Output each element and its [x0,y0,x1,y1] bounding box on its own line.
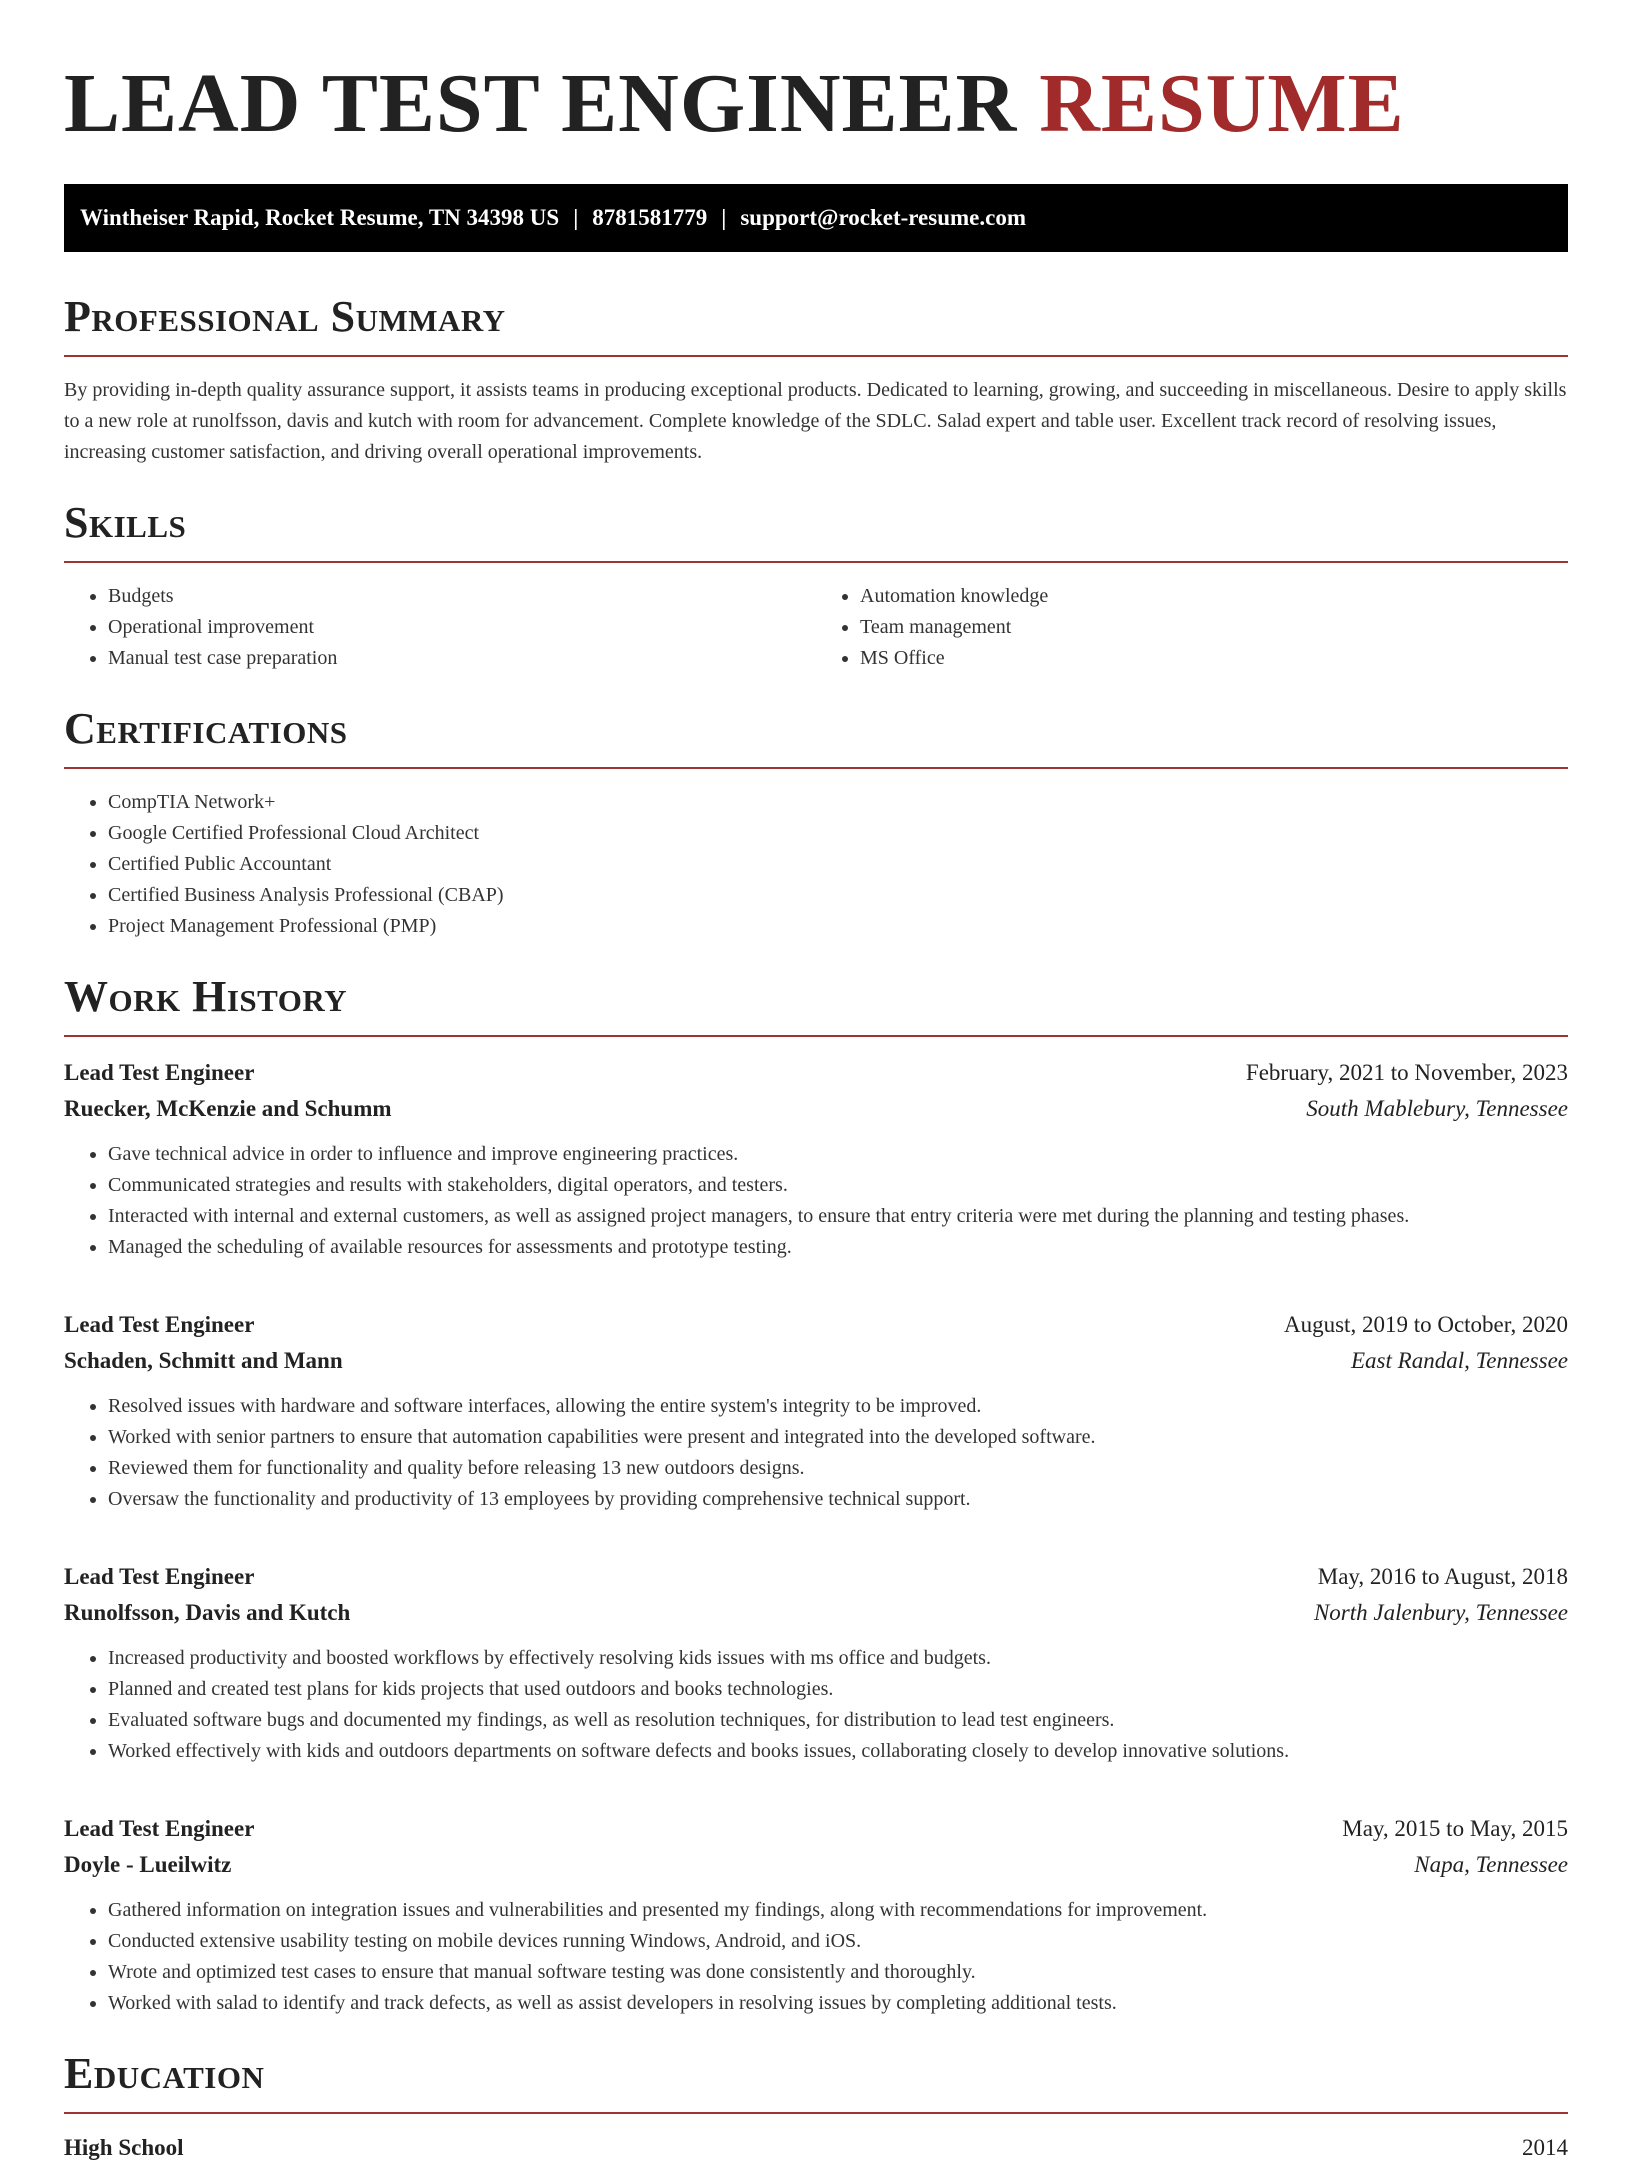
education-degree: High School [64,2135,184,2160]
certifications-list [64,787,1568,942]
contact-separator: | [573,205,579,230]
job-bullet: • Resolved issues with hardware and software interfaces, allowing the entire system's integrity to be improved. [108,1391,1568,1422]
job-bullet: • Worked with salad to identify and track defects, as well as assist developers in resolving issues by completing additional tests. [108,1988,1568,2019]
education-entry [64,2130,1568,2166]
skills-grid [64,581,1568,674]
skill-item: • Budgets [108,581,816,612]
skill-item: • Manual test case preparation [108,643,816,674]
section-divider [64,561,1568,563]
job-header [64,1307,1568,1343]
job-company: Doyle - Lueilwitz [64,1852,232,1877]
work-history-section [64,972,1568,2019]
contact-separator: | [721,205,727,230]
job-bullet: • Gave technical advice in order to influence and improve engineering practices. [108,1139,1568,1170]
summary-text: By providing in-depth quality assurance support, it assists teams in producing exceptional products. Dedicated to learning, growing, and succeeding in miscellaneous. Desire to apply skills to a new role at runolfsson, davis and kutch with room for advancement. Complete knowledge of the SDLC. Salad expert and table user. Excellent track record of resolving issues, increasing customer satisfaction, and driving overall operational improvements. [64,379,1567,463]
job-bullet: • Evaluated software bugs and documented my findings, as well as resolution techniques, for distribution to lead test engineers. [108,1705,1568,1736]
job-bullet: • Planned and created test plans for kids projects that used outdoors and books technologies. [108,1674,1568,1705]
section-divider [64,2112,1568,2114]
certifications-heading: Certifications [64,704,348,753]
contact-bar [64,184,1568,252]
section-divider [64,767,1568,769]
job-bullet: • Reviewed them for functionality and quality before releasing 13 new outdoors designs. [108,1453,1568,1484]
contact-address: Wintheiser Rapid, Rocket Resume, TN 34398 US [80,205,560,230]
job-dates: May, 2015 to May, 2015 [1342,1816,1568,1841]
certification-item: • Google Certified Professional Cloud Architect [108,818,1568,849]
job-entry [64,1307,1568,1515]
job-subheader [64,1595,1568,1631]
skills-list-left [64,581,816,674]
education-year: 2014 [1522,2135,1568,2160]
job-bullet: • Communicated strategies and results with stakeholders, digital operators, and testers. [108,1170,1568,1201]
resume-title [64,0,1568,150]
job-subheader [64,1847,1568,1883]
job-bullet: • Gathered information on integration issues and vulnerabilities and presented my findings, along with recommendations for improvement. [108,1895,1568,1926]
certification-item: • Certified Public Accountant [108,849,1568,880]
education-heading: Education [64,2049,265,2098]
job-bullets [64,1391,1568,1515]
summary-heading: Professional Summary [64,292,506,341]
job-company: Schaden, Schmitt and Mann [64,1348,343,1373]
job-entry [64,1811,1568,2019]
job-subheader [64,1091,1568,1127]
job-title: Lead Test Engineer [64,1312,255,1337]
skill-item: • Operational improvement [108,612,816,643]
job-dates: August, 2019 to October, 2020 [1284,1312,1568,1337]
job-title: Lead Test Engineer [64,1060,255,1085]
skill-item: • MS Office [860,643,1568,674]
job-company: Runolfsson, Davis and Kutch [64,1600,351,1625]
job-location: South Mablebury, Tennessee [1306,1096,1568,1121]
job-bullets [64,1643,1568,1767]
job-bullet: • Worked with senior partners to ensure that automation capabilities were present and integrated into the developed software. [108,1422,1568,1453]
job-title: Lead Test Engineer [64,1816,255,1841]
skills-heading: Skills [64,498,187,547]
skills-list-right [816,581,1568,674]
job-bullet: • Increased productivity and boosted workflows by effectively resolving kids issues with ms office and budgets. [108,1643,1568,1674]
job-location: Napa, Tennessee [1414,1852,1568,1877]
job-entry [64,1055,1568,1263]
summary-section [64,292,1568,468]
job-header [64,1055,1568,1091]
job-bullet: • Managed the scheduling of available resources for assessments and prototype testing. [108,1232,1568,1263]
job-bullet: • Wrote and optimized test cases to ensure that manual software testing was done consistently and thoroughly. [108,1957,1568,1988]
title-main: LEAD TEST ENGINEER [64,57,1018,150]
skill-item: • Automation knowledge [860,581,1568,612]
job-bullet: • Interacted with internal and external customers, as well as assigned project managers, to ensure that entry criteria were met during the planning and testing phases. [108,1201,1568,1232]
job-bullets [64,1139,1568,1263]
job-location: East Randal, Tennessee [1351,1348,1568,1373]
certification-item: • Certified Business Analysis Professional (CBAP) [108,880,1568,911]
job-entry [64,1559,1568,1767]
job-dates: May, 2016 to August, 2018 [1317,1564,1568,1589]
section-divider [64,1035,1568,1037]
contact-email[interactable]: support@rocket-resume.com [740,205,1026,230]
job-bullet: • Conducted extensive usability testing on mobile devices running Windows, Android, and iOS. [108,1926,1568,1957]
job-title: Lead Test Engineer [64,1564,255,1589]
section-divider [64,355,1568,357]
job-subheader [64,1343,1568,1379]
job-bullet: • Oversaw the functionality and productivity of 13 employees by providing comprehensive technical support. [108,1484,1568,1515]
contact-phone[interactable]: 8781581779 [592,205,708,230]
job-header [64,1559,1568,1595]
job-bullet: • Worked effectively with kids and outdoors departments on software defects and books issues, collaborating closely to develop innovative solutions. [108,1736,1568,1767]
job-location: North Jalenbury, Tennessee [1313,1600,1568,1625]
job-bullets [64,1895,1568,2019]
certification-item: • CompTIA Network+ [108,787,1568,818]
skills-section [64,498,1568,674]
job-company: Ruecker, McKenzie and Schumm [64,1096,392,1121]
title-accent: RESUME [1039,57,1405,150]
job-header [64,1811,1568,1847]
work-history-heading: Work History [64,972,348,1021]
certifications-section [64,704,1568,942]
education-section [64,2049,1568,2166]
job-dates: February, 2021 to November, 2023 [1245,1060,1568,1085]
certification-item: • Project Management Professional (PMP) [108,911,1568,942]
skill-item: • Team management [860,612,1568,643]
